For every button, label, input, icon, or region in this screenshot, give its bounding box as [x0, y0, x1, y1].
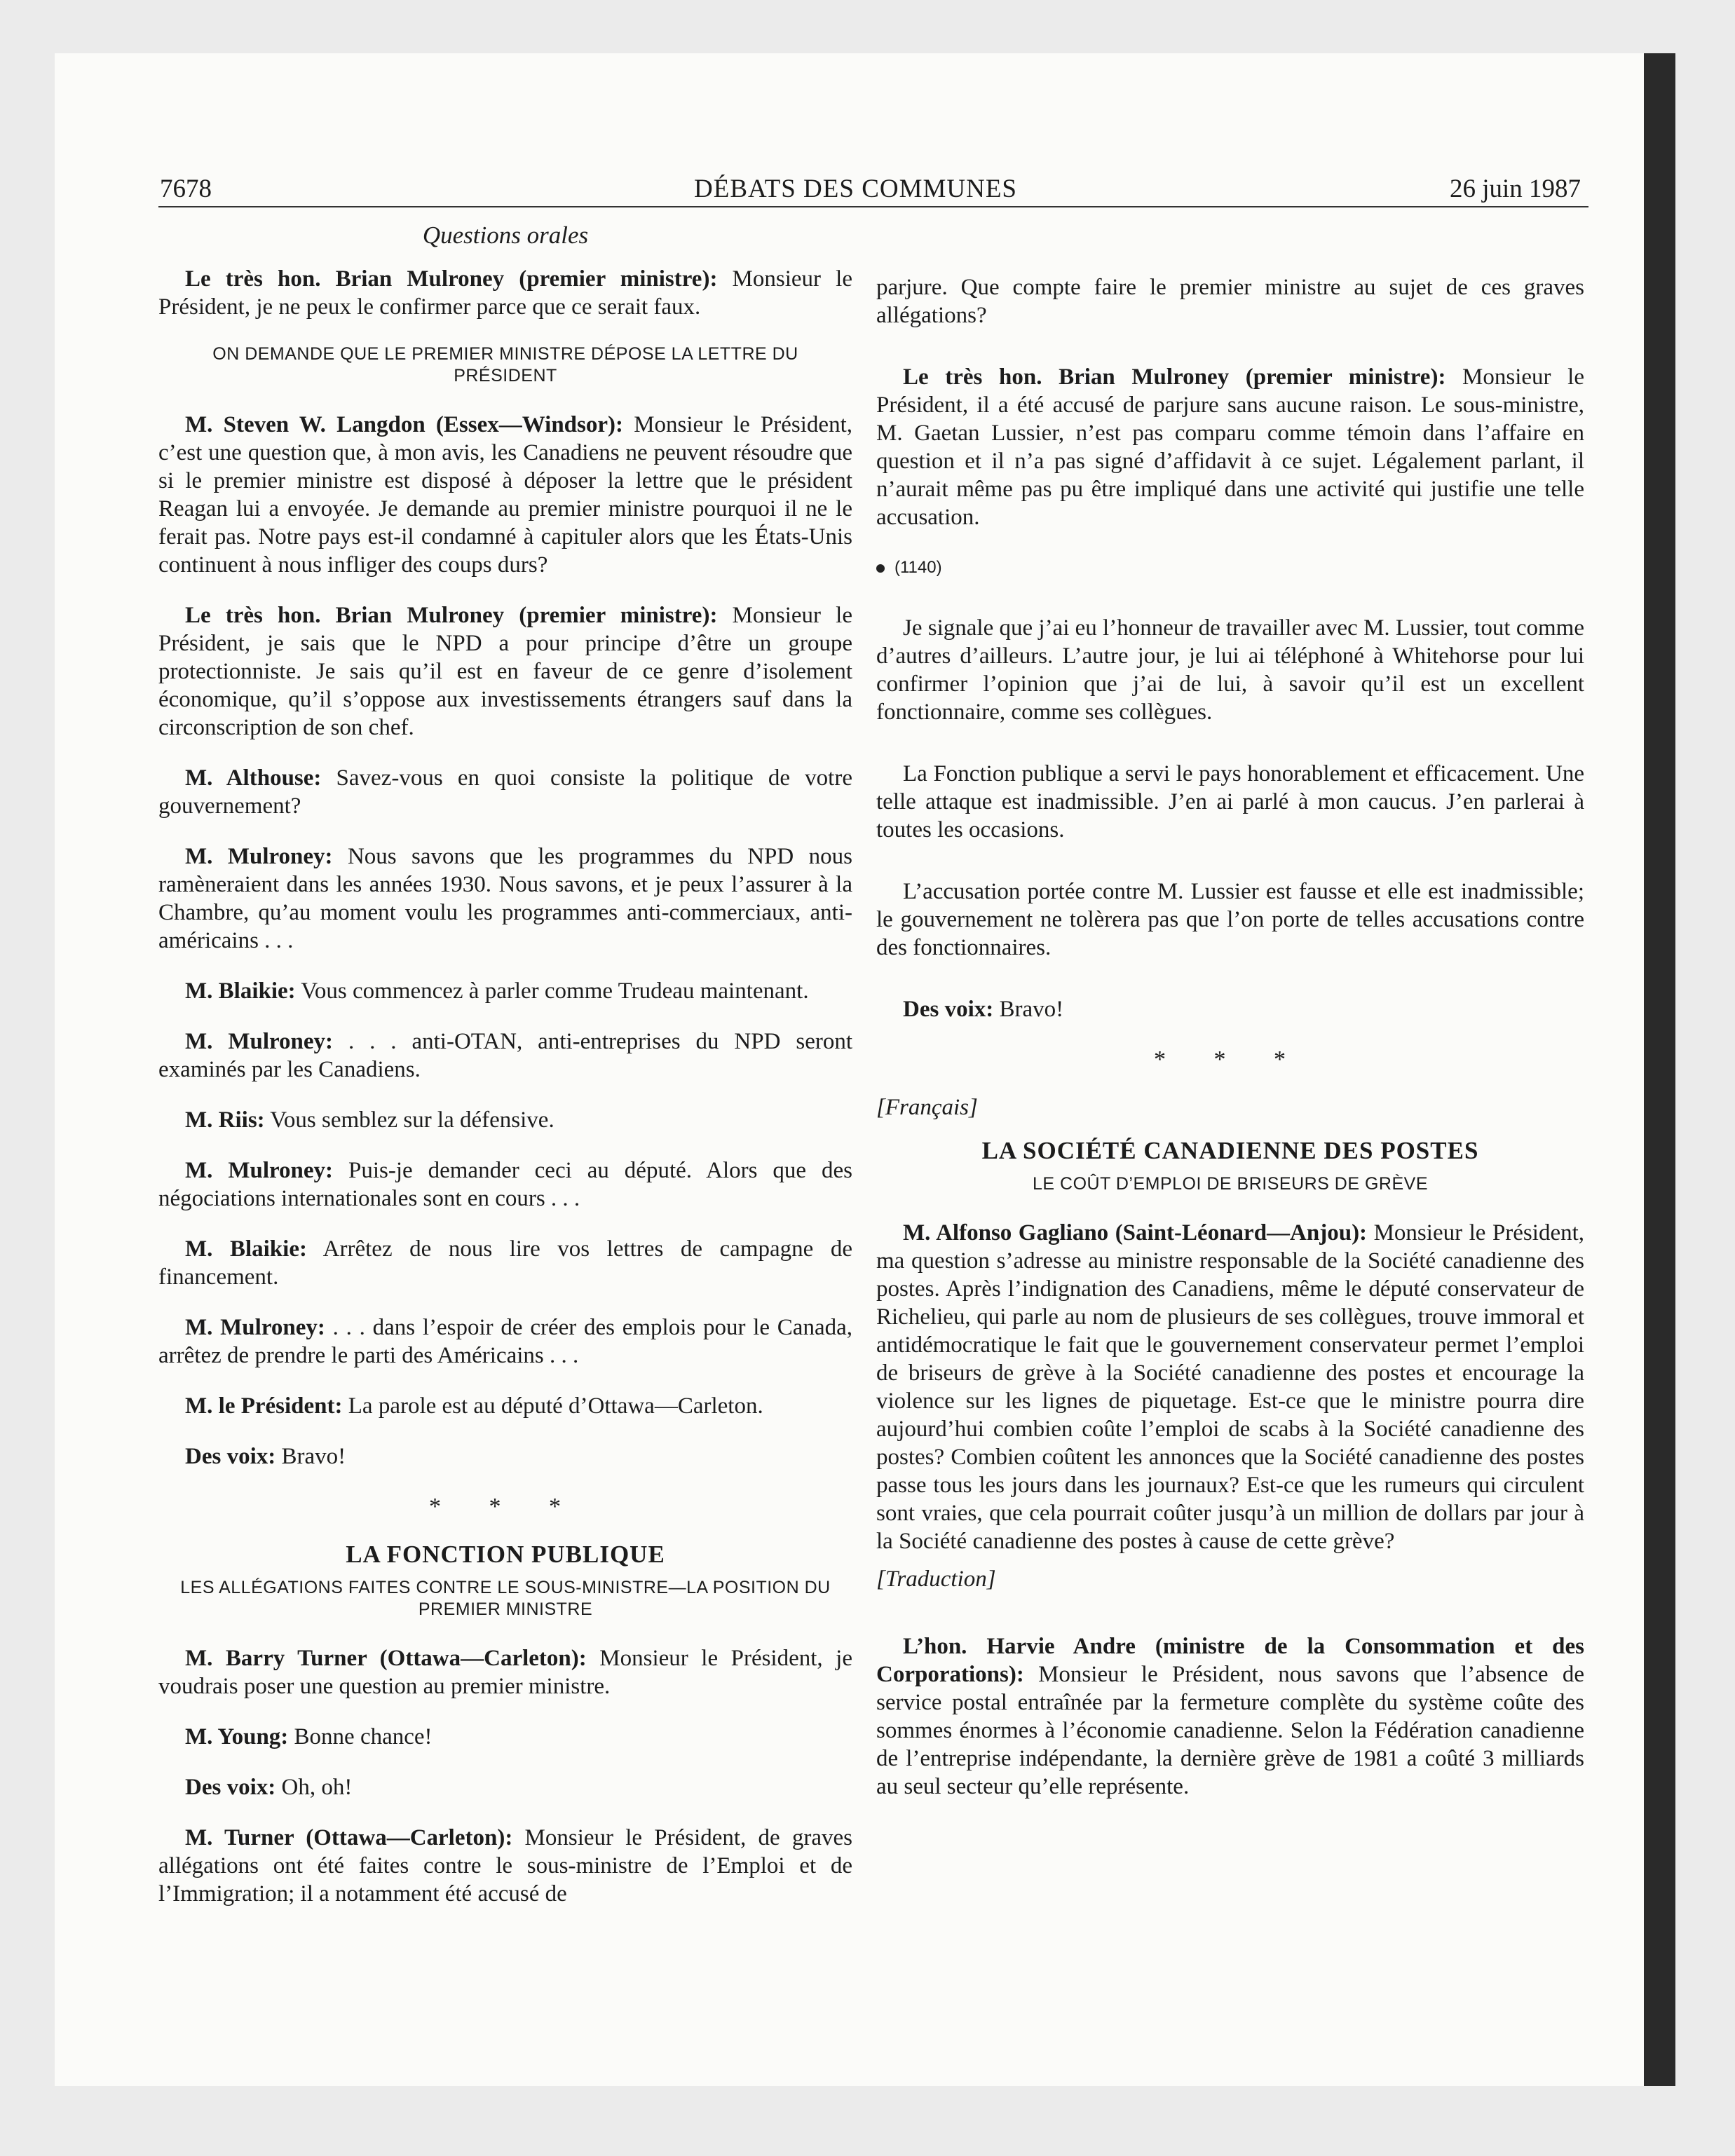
speaker: M. Turner (Ottawa—Carleton): [185, 1825, 513, 1850]
speech: Monsieur le Président, je sais que le NPD a pour principe d’être un groupe protectionniste. Je sais qu’il est en faveur de ce genre d’isolement économique, qu’il s’oppose aux investissements étrangers sauf dans la circonscription de son chef. [158, 603, 852, 740]
subheading: LE COÛT D’EMPLOI DE BRISEURS DE GRÈVE [1033, 1174, 1428, 1194]
speaker: Le très hon. Brian Mulroney (premier ministre): [185, 266, 718, 292]
speech: Monsieur le Président, il a été accusé de parjure sans aucune raison. Le sous-ministre, M. Gaetan Lussier, n’est pas comparu comme témoin dans l’affaire en question et il n’a pas signé d’affidavit à ce sujet. Légalement parlant, il n’aurait même pas pu être impliqué dans une activité qui justifie une telle accusation. [876, 364, 1584, 530]
speaker: M. Alfonso Gagliano (Saint-Léonard—Anjou): [903, 1220, 1368, 1246]
section-title: Questions orales [422, 221, 589, 249]
right-column [876, 273, 1584, 1823]
speech: . . . dans l’espoir de créer des emplois pour le Canada, arrêtez de prendre le parti des Américains . . . [158, 1315, 852, 1368]
language-marker: [Traduction] [876, 1567, 996, 1592]
paragraph [158, 842, 852, 955]
paragraph [158, 1106, 852, 1134]
section-heading: LA SOCIÉTÉ CANADIENNE DES POSTES [981, 1137, 1479, 1164]
timestamp [876, 554, 1584, 582]
speaker: M. le Président: [185, 1393, 343, 1419]
paragraph [876, 1219, 1584, 1555]
section-separator: * * * [429, 1494, 582, 1520]
paragraph [158, 265, 852, 321]
paragraph [158, 1314, 852, 1370]
speech: Puis-je demander ceci au député. Alors que des négociations internationales sont en cours . . . [158, 1158, 853, 1211]
paragraph: Je signale que j’ai eu l’honneur de travailler avec M. Lussier, tout comme d’autres d’ailleurs. L’autre jour, je lui ai téléphoné à Whitehorse pour lui confirmer l’opinion que j’ai de lui, à savoir qu’il est un excellent fonctionnaire, comme ses collègues. [876, 615, 1584, 725]
speech: Monsieur le Président, de graves allégations ont été faites contre le sous-ministre de l’Emploi et de l’Immigration; il a notamment été accusé de [158, 1825, 852, 1906]
speaker: M. Mulroney: [185, 1029, 334, 1054]
speaker: M. Barry Turner (Ottawa—Carleton): [185, 1646, 587, 1671]
subheading: LES ALLÉGATIONS FAITES CONTRE LE SOUS-MINISTRE—LA POSITION DU PREMIER MINISTRE [180, 1578, 831, 1619]
paragraph [158, 411, 852, 579]
speaker: L’hon. Harvie Andre (ministre de la Consommation et des Corporations): [876, 1634, 1584, 1687]
language-marker: [Français] [876, 1095, 978, 1120]
section-heading: LA FONCTION PUBLIQUE [346, 1541, 665, 1568]
paragraph [876, 995, 1584, 1023]
paragraph [158, 1824, 852, 1908]
speech: Bravo! [993, 997, 1064, 1022]
speaker: M. Althouse: [185, 765, 322, 791]
paragraph [158, 977, 852, 1005]
scan-edge-bar [1644, 53, 1675, 2086]
subheading: ON DEMANDE QUE LE PREMIER MINISTRE DÉPOSE LA LETTRE DU PRÉSIDENT [212, 344, 798, 386]
speaker: M. Mulroney: [185, 1315, 325, 1340]
speaker: Des voix: [185, 1444, 276, 1469]
speaker: M. Mulroney: [185, 1158, 334, 1183]
speech: Vous semblez sur la défensive. [264, 1107, 554, 1133]
left-column [158, 221, 852, 1930]
bullet-icon [876, 564, 885, 573]
speech: . . . anti-OTAN, anti-entreprises du NPD seront examinés par les Canadiens. [158, 1029, 852, 1082]
paragraph [876, 1632, 1584, 1801]
speech: Monsieur le Président, je ne peux le confirmer parce que ce serait faux. [158, 266, 852, 320]
paragraph [158, 1235, 852, 1291]
page-date: 26 juin 1987 [1450, 175, 1581, 203]
speaker: M. Steven W. Langdon (Essex—Windsor): [185, 412, 623, 437]
paragraph: parjure. Que compte faire le premier ministre au sujet de ces graves allégations? [876, 275, 1584, 328]
paragraph: La Fonction publique a servi le pays honorablement et efficacement. Une telle attaque est inadmissible. J’en ai parlé à mon caucus. J’en parlerai à toutes les occasions. [876, 761, 1584, 842]
speech: Oh, oh! [275, 1775, 353, 1800]
timestamp-text: (1140) [894, 558, 942, 577]
paragraph [876, 363, 1584, 531]
speaker: Des voix: [185, 1775, 276, 1800]
paragraph [158, 1644, 852, 1700]
paragraph [158, 764, 852, 820]
running-title: DÉBATS DES COMMUNES [694, 175, 1018, 203]
speaker: M. Blaikie: [185, 1236, 307, 1262]
speaker: Le très hon. Brian Mulroney (premier ministre): [185, 603, 718, 628]
paragraph [158, 1157, 852, 1213]
speaker: M. Young: [185, 1724, 289, 1749]
speech: Bonne chance! [288, 1724, 433, 1749]
speech: Arrêtez de nous lire vos lettres de campagne de financement. [158, 1236, 852, 1290]
paragraph [158, 601, 852, 742]
speaker: Des voix: [903, 997, 994, 1022]
speech: Savez-vous en quoi consiste la politique de votre gouvernement? [158, 765, 852, 819]
paragraph: L’accusation portée contre M. Lussier est fausse et elle est inadmissible; le gouvernement ne tolèrera pas que l’on porte de telles accusations contre des fonctionnaires. [876, 879, 1584, 960]
speaker: M. Blaikie: [185, 978, 296, 1004]
paragraph [158, 1028, 852, 1084]
speech: Monsieur le Président, c’est une question que, à mon avis, les Canadiens ne peuvent résoudre que si le premier ministre est disposé à déposer la lettre que le président Reagan lui a envoyée. Je demande au premier ministre pourquoi il ne le ferait pas. Notre pays est-il condamné à capituler alors que les États-Unis continuent à nous infliger des coups durs? [158, 412, 852, 578]
paragraph [158, 1392, 852, 1420]
page-number: 7678 [160, 175, 212, 203]
speaker: M. Mulroney: [185, 844, 333, 869]
speech: La parole est au député d’Ottawa—Carleton. [342, 1393, 763, 1419]
header-rule [158, 206, 1588, 207]
speech: Monsieur le Président, je voudrais poser une question au premier ministre. [158, 1646, 852, 1699]
speech: Bravo! [275, 1444, 346, 1469]
section-separator: * * * [1154, 1046, 1307, 1072]
paragraph [158, 1773, 852, 1801]
speech: Vous commencez à parler comme Trudeau maintenant. [295, 978, 809, 1004]
speech: Monsieur le Président, nous savons que l’absence de service postal entraînée par la fermeture complète du système coûte des sommes énormes à l’économie canadienne. Selon la Fédération canadienne de l’entreprise indépendante, la dernière grève de 1981 a coûté 3 milliards au seul secteur qu’elle représente. [876, 1662, 1584, 1799]
speaker: M. Riis: [185, 1107, 265, 1133]
paragraph [158, 1723, 852, 1751]
speech: Nous savons que les programmes du NPD nous ramèneraient dans les années 1930. Nous savons, et je peux l’assurer à la Chambre, qu’au moment voulu les programmes anti-commerciaux, anti-américains . . . [158, 844, 852, 953]
paragraph [158, 1442, 852, 1471]
speaker: Le très hon. Brian Mulroney (premier ministre): [903, 364, 1446, 390]
speech: Monsieur le Président, ma question s’adresse au ministre responsable de la Société canadienne des postes. Après l’indignation des Canadiens, même le député conservateur de Richelieu, qui parle au nom de plusieurs de ses collègues, trouve immoral et antidémocratique le fait que le gouvernement conservateur permet l’emploi de briseurs de grève à la Société canadienne des postes et encourage la violence sur les lignes de piquetage. Est-ce que le ministre pourra dire aujourd’hui combien coûte l’emploi de scabs à la Société canadienne des postes? Combien coûtent les annonces que la Société canadienne des postes passe tous les jours dans les journaux? Est-ce que les rumeurs qui circulent sont vraies, que cela pourrait coûter jusqu’à un million de dollars par jour à la Société canadienne des postes à cause de cette grève? [876, 1220, 1585, 1554]
